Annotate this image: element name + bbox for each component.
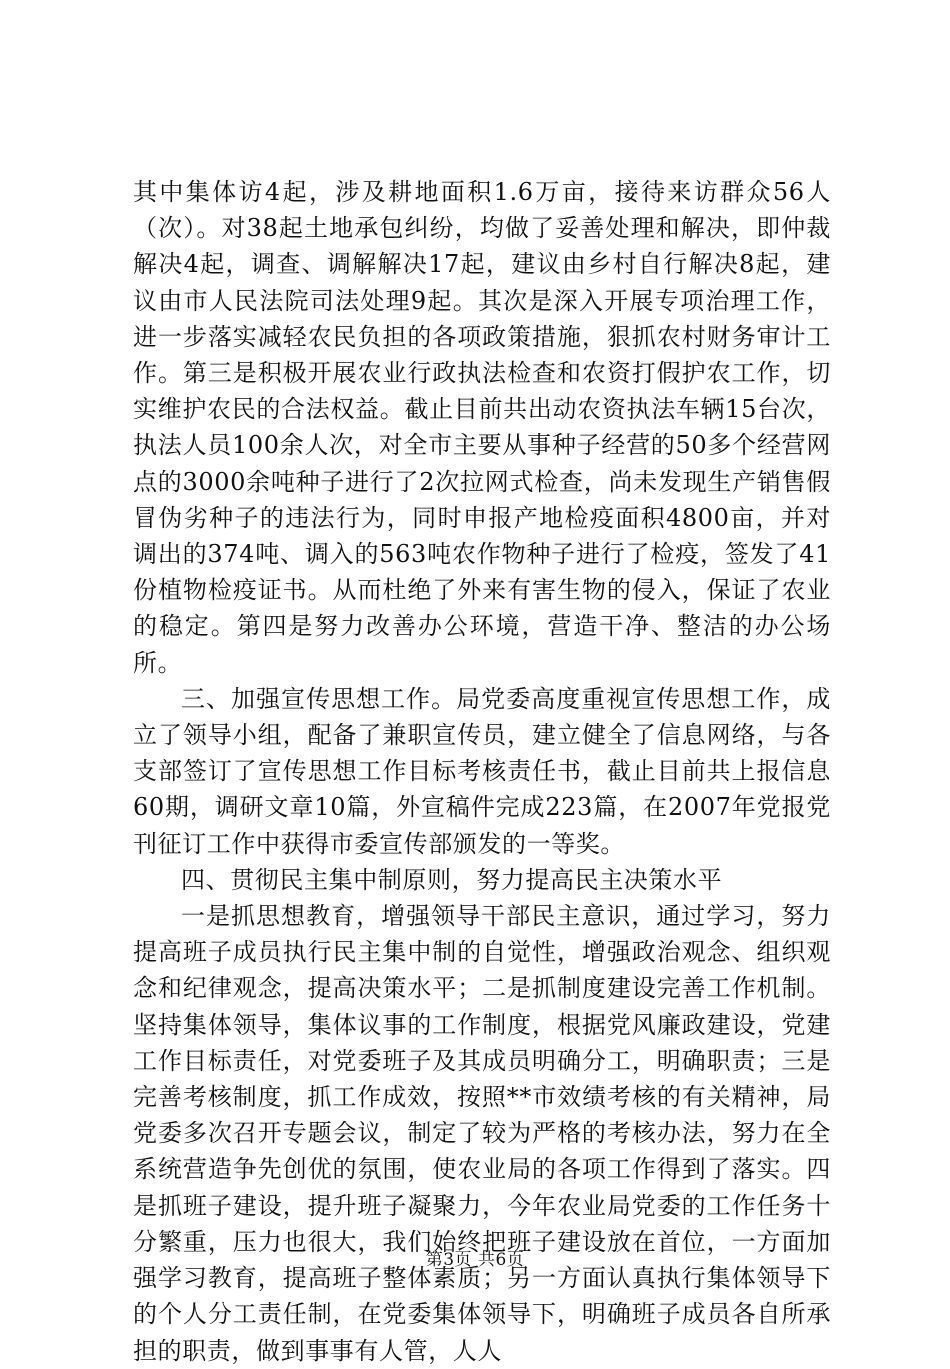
page-number-footer: 第3页 共6页 bbox=[425, 1250, 525, 1270]
document-body bbox=[133, 174, 831, 1369]
paragraph-democratic-centralism: 一是抓思想教育，增强领导干部民主意识，通过学习，努力提高班子成员执行民主集中制的自觉性，增强政治观念、组织观念和纪律观念，提高决策水平；二是抓制度建设完善工作机制。坚持集体领导，集体议事的工作制度，根据党风廉政建设，党建工作目标责任，对党委班子及其成员明确分工，明确职责；三是完善考核制度，抓工作成效，按照**市效绩考核的有关精神，局党委多次召开专题会议，制定了较为严格的考核办法，努力在全系统营造争先创优的氛围，使农业局的各项工作得到了落实。四是抓班子建设，提升班子凝聚力，今年农业局党委的工作任务十分繁重，压力也很大，我们始终把班子建设放在首位，一方面加强学习教育，提高班子整体素质；另一方面认真执行集体领导下的个人分工责任制，在党委集体领导下，明确班子成员各自所承担的职责，做到事事有人管，人人 bbox=[133, 902, 831, 1365]
section-heading-democratic-centralism: 四、贯彻民主集中制原则，努力提高民主决策水平 bbox=[181, 865, 723, 894]
paragraph-land-disputes: 其中集体访4起，涉及耕地面积1.6万亩，接待来访群众56人（次）。对38起土地承包纠纷，均做了妥善处理和解决，即仲裁解决4起，调查、调解解决17起，建议由乡村自行解决8起，建议由市人民法院司法处理9起。其次是深入开展专项治理工作，进一步落实减轻农民负担的各项政策措施，狠抓农村财务审计工作。第三是积极开展农业行政执法检查和农资打假护农工作，切实维护农民的合法权益。截止目前共出动农资执法车辆15台次，执法人员100余人次，对全市主要从事种子经营的50多个经营网点的3000余吨种子进行了2次拉网式检查，尚未发现生产销售假冒伪劣种子的违法行为，同时申报产地检疫面积4800亩，并对调出的374吨、调入的563吨农作物种子进行了检疫，签发了41份植物检疫证书。从而杜绝了外来有害生物的侵入，保证了农业的稳定。第四是努力改善办公环境，营造干净、整洁的办公场所。 bbox=[133, 178, 831, 677]
paragraph-publicity-work: 三、加强宣传思想工作。局党委高度重视宣传思想工作，成立了领导小组，配备了兼职宣传员，建立健全了信息网络，与各支部签订了宣传思想工作目标考核责任书，截止目前共上报信息60期，调研文章10篇，外宣稿件完成223篇，在2007年党报党刊征订工作中获得市委宣传部颁发的一等奖。 bbox=[133, 684, 831, 858]
